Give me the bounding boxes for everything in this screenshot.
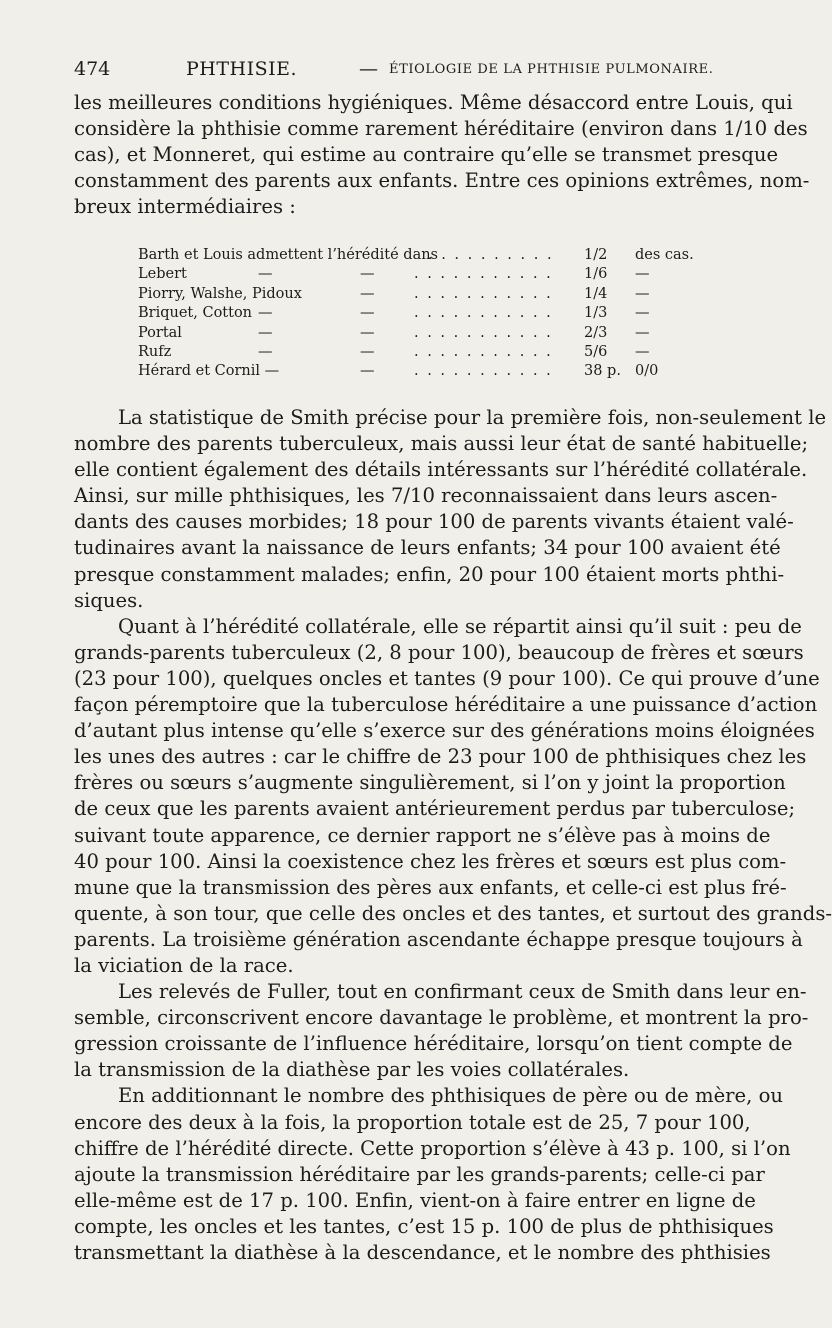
tail-cell: — [635,305,650,322]
leader-dots: . . . . . . . . . . . [414,285,553,302]
value-cell: 1/2 [584,247,608,263]
running-subtitle: ÉTIOLOGIE DE LA PHTHISIE PULMONAIRE. [389,62,714,77]
leader-dots: . . . . . . . . . . . [414,305,553,322]
ditto-mark: — [360,285,375,302]
ditto-mark: — [360,363,375,380]
leader-dots: . . . . . . . . . . . [414,324,553,341]
text-line: d’autant plus intense qu’elle s’exerce sur des générations moins éloignées [74,719,815,743]
intro-paragraph [74,90,810,220]
text-line: dants des causes morbides; 18 pour 100 de parents vivants étaient valé- [74,510,794,534]
text-line: chiffre de l’hérédité directe. Cette proportion s’élève à 43 p. 100, si l’on [74,1136,791,1160]
text-line: grands-parents tuberculeux (2, 8 pour 100), beaucoup de frères et sœurs [74,640,804,664]
text-line: nombre des parents tuberculeux, mais aussi leur état de santé habituelle; [74,432,809,456]
tail-cell: des cas. [635,247,694,263]
running-title: PHTHISIE. [186,58,298,80]
leader-dots: . . . . . . . . . . . [414,363,553,380]
value-cell: 38 p. [584,363,621,380]
text-line: Quant à l’hérédité collatérale, elle se répartit ainsi qu’il suit : peu de [118,614,802,638]
author-cell: Lebert [138,266,187,283]
tail-cell: — [635,324,650,341]
ditto-mark: — [258,266,273,283]
text-line: suivant toute apparence, ce dernier rapport ne s’élève pas à moins de [74,823,771,847]
author-cell: Barth et Louis admettent l’hérédité dans [138,247,438,263]
header-dash: — [359,58,378,80]
text-line: La statistique de Smith précise pour la première fois, non-seulement le [118,406,827,429]
text-line: compte, les oncles et les tantes, c’est 15 p. 100 de plus de phthisiques [74,1214,774,1238]
ditto-mark: — [258,305,273,322]
text-line: presque constamment malades; enfin, 20 pour 100 étaient morts phthi- [74,562,785,586]
text-line: ajoute la transmission héréditaire par les grands-parents; celle-ci par [74,1162,765,1186]
text-line: siques. [74,588,144,612]
text-line: frères ou sœurs s’augmente singulièrement, si l’on y joint la proportion [74,771,786,795]
tail-cell: 0/0 [635,363,659,380]
text-line: Les relevés de Fuller, tout en confirmant ceux de Smith dans leur en- [118,980,807,1004]
text-line: semble, circonscrivent encore davantage le problème, et montrent la pro- [74,1006,809,1030]
author-cell: Hérard et Cornil — [138,363,280,380]
text-line: (23 pour 100), quelques oncles et tantes (9 pour 100). Ce qui prouve d’une [74,666,820,690]
text-line: elle contient également des détails intéressants sur l’hérédité collatérale. [74,458,808,482]
heredity-table [138,246,694,382]
text-line: cas), et Monneret, qui estime au contraire qu’elle se transmet presque [74,143,779,167]
leader-dots: . . . . . . . . . . . [414,343,553,360]
value-cell: 2/3 [584,324,608,341]
text-line: de ceux que les parents avaient antérieurement perdus par tuberculose; [74,797,796,821]
text-line: transmettant la diathèse à la descendance, et le nombre des phthisies [74,1241,771,1264]
text-line: la viciation de la race. [74,953,294,977]
value-cell: 5/6 [584,343,608,360]
text-line: parents. La troisième génération ascendante échappe presque toujours à [74,927,803,951]
text-line: Ainsi, sur mille phthisiques, les 7/10 reconnaissaient dans leurs ascen- [74,484,778,508]
leader-dots: . . . . . . . . . . . [414,266,553,283]
text-line: En additionnant le nombre des phthisiques de père ou de mère, ou [118,1084,784,1108]
text-line: les meilleures conditions hygiéniques. Même désaccord entre Louis, qui [74,91,793,114]
tail-cell: — [635,266,650,283]
table-row [138,304,668,323]
tail-cell: — [635,285,650,302]
text-line: façon péremptoire que la tuberculose héréditaire a une puissance d’action [74,693,818,717]
text-line: encore des deux à la fois, la proportion totale est de 25, 7 pour 100, [74,1110,751,1134]
ditto-mark: — [360,305,375,322]
author-cell: Piorry, Walshe, Pidoux [138,285,302,302]
value-cell: 1/3 [584,305,608,322]
value-cell: 1/4 [584,285,608,302]
leader-dots: . . . . . . . . . . [428,247,554,263]
text-line: 40 pour 100. Ainsi la coexistence chez les frères et sœurs est plus com- [74,849,787,873]
text-line: tudinaires avant la naissance de leurs enfants; 34 pour 100 avaient été [74,536,781,560]
author-cell: Briquet, Cotton [138,305,253,322]
table-row [138,324,668,343]
ditto-mark: — [360,266,375,283]
value-cell: 1/6 [584,266,608,283]
text-line: la transmission de la diathèse par les voies collatérales. [74,1058,630,1082]
text-line: mune que la transmission des pères aux enfants, et celle-ci est plus fré- [74,875,787,899]
author-cell: Portal [138,324,182,341]
table-row [138,285,668,304]
ditto-mark: — [360,324,375,341]
author-cell: Rufz [138,343,172,360]
table-row [138,343,668,362]
tail-cell: — [635,343,650,360]
table-row [138,362,668,381]
text-line: breux intermédiaires : [74,195,296,219]
table-row [138,246,694,265]
text-line: gression croissante de l’influence héréditaire, lorsqu’on tient compte de [74,1032,793,1056]
text-line: constamment des parents aux enfants. Entre ces opinions extrêmes, nom- [74,169,810,193]
text-line: quente, à son tour, que celle des oncles et des tantes, et surtout des grands- [74,901,832,925]
paragraph-smith [74,405,832,1266]
running-header [74,54,744,88]
text-line: elle-même est de 17 p. 100. Enfin, vient-on à faire entrer en ligne de [74,1188,756,1212]
ditto-mark: — [258,343,273,360]
ditto-mark: — [258,324,273,341]
table-row [138,265,668,284]
page-number: 474 [74,58,111,80]
ditto-mark: — [360,343,375,360]
text-line: considère la phthisie comme rarement héréditaire (environ dans 1/10 des [74,117,808,141]
text-line: les unes des autres : car le chiffre de 23 pour 100 de phthisiques chez les [74,745,807,769]
